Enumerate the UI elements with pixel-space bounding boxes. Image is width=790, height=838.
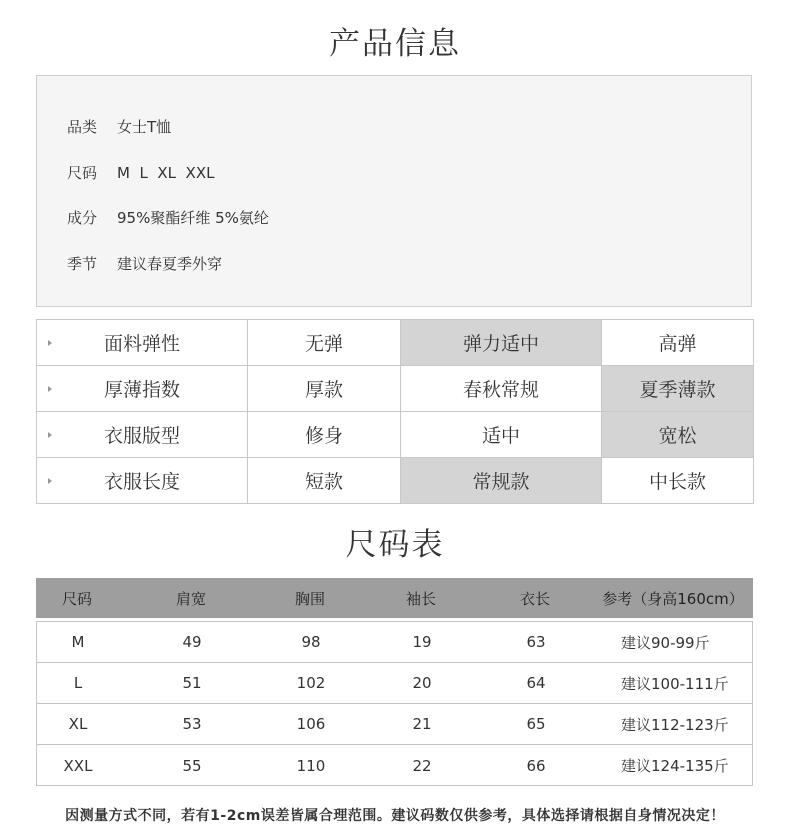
size-header-cell: 衣长	[519, 589, 550, 608]
attribute-option: 厚款	[248, 366, 401, 412]
size-table-row	[37, 704, 752, 745]
size-chart-title: 尺码表	[345, 527, 445, 563]
attribute-option: 夏季薄款	[602, 366, 754, 412]
size-table-row	[37, 622, 752, 663]
attribute-name	[37, 320, 248, 366]
attribute-option: 春秋常规	[401, 366, 602, 412]
attribute-name	[37, 412, 248, 458]
attribute-option: 高弹	[602, 320, 754, 366]
attribute-name-label: 面料弹性	[103, 333, 180, 355]
attribute-option: 弹力适中	[401, 320, 602, 366]
attribute-option: 宽松	[602, 412, 754, 458]
measurement-note: 因测量方式不同，若有1-2cm误差皆属合理范围。建议码数仅供参考，具体选择请根据自身情况决定！	[65, 808, 725, 824]
size-table-header	[36, 578, 753, 618]
attribute-row	[37, 458, 754, 504]
size-table-cell: M	[71, 633, 85, 651]
size-table-row	[37, 745, 752, 786]
product-info-title: 产品信息	[329, 26, 461, 62]
info-label: 成分	[67, 209, 98, 227]
info-label: 品类	[67, 118, 98, 136]
info-row-size	[67, 162, 214, 183]
info-value: M L XL XXL	[117, 164, 215, 182]
attribute-name-label: 厚薄指数	[103, 379, 180, 401]
size-header-cell: 尺码	[61, 589, 92, 608]
triangle-bullet-icon	[48, 340, 52, 346]
info-row-material	[67, 207, 269, 228]
size-table-cell: 51	[182, 674, 202, 692]
size-table-cell: 98	[301, 633, 321, 651]
size-table-cell: 22	[412, 756, 432, 775]
size-table-cell: 66	[526, 756, 546, 775]
size-table-row	[37, 663, 752, 704]
size-table-cell: 55	[182, 756, 202, 775]
info-row-category	[67, 116, 171, 137]
attribute-name-label: 衣服版型	[103, 425, 180, 447]
size-table-cell: 102	[296, 674, 326, 692]
attribute-option: 适中	[401, 412, 602, 458]
size-table-cell: 110	[296, 756, 326, 775]
size-header-cell: 胸围	[294, 589, 325, 608]
attribute-option: 修身	[248, 412, 401, 458]
attribute-name	[37, 366, 248, 412]
attribute-name	[37, 458, 248, 504]
product-info-box	[36, 75, 752, 307]
attribute-row	[37, 366, 754, 412]
size-table-cell: 建议124-135斤	[621, 757, 729, 775]
attribute-name-label: 衣服长度	[103, 471, 180, 493]
size-header-cell: 参考（身高160cm）	[602, 589, 744, 608]
info-value: 女士T恤	[117, 118, 172, 136]
attribute-option: 短款	[248, 458, 401, 504]
size-table-cell: XL	[68, 715, 88, 733]
size-header-cell: 肩宽	[175, 589, 206, 608]
size-table-cell: 20	[412, 674, 432, 692]
info-label: 季节	[67, 255, 98, 273]
size-table-cell: 63	[526, 633, 546, 651]
info-value: 95%聚酯纤维 5%氨纶	[117, 209, 269, 227]
info-value: 建议春夏季外穿	[117, 255, 223, 273]
size-table-cell: 64	[526, 674, 546, 692]
attribute-table	[36, 319, 754, 504]
size-table-cell: 21	[412, 715, 432, 733]
triangle-bullet-icon	[48, 478, 52, 484]
info-row-season	[67, 253, 222, 274]
attribute-row	[37, 320, 754, 366]
size-table-cell: 建议112-123斤	[621, 715, 729, 734]
size-table-cell: 建议100-111斤	[621, 674, 729, 693]
size-table-cell: 65	[526, 715, 546, 733]
triangle-bullet-icon	[48, 432, 52, 438]
attribute-option: 常规款	[401, 458, 602, 504]
size-table-cell: L	[73, 674, 83, 692]
attribute-row	[37, 412, 754, 458]
size-header-cell: 袖长	[405, 589, 436, 608]
size-table-cell: XXL	[63, 756, 93, 775]
info-label: 尺码	[67, 164, 98, 182]
attribute-option: 中长款	[602, 458, 754, 504]
size-table-cell: 53	[182, 715, 202, 733]
triangle-bullet-icon	[48, 386, 52, 392]
attribute-option: 无弹	[248, 320, 401, 366]
size-table-cell: 19	[412, 633, 432, 651]
size-table-cell: 106	[296, 715, 326, 733]
size-table-body	[36, 621, 753, 786]
size-table-cell: 建议90-99斤	[621, 633, 710, 652]
size-table-cell: 49	[182, 633, 202, 651]
